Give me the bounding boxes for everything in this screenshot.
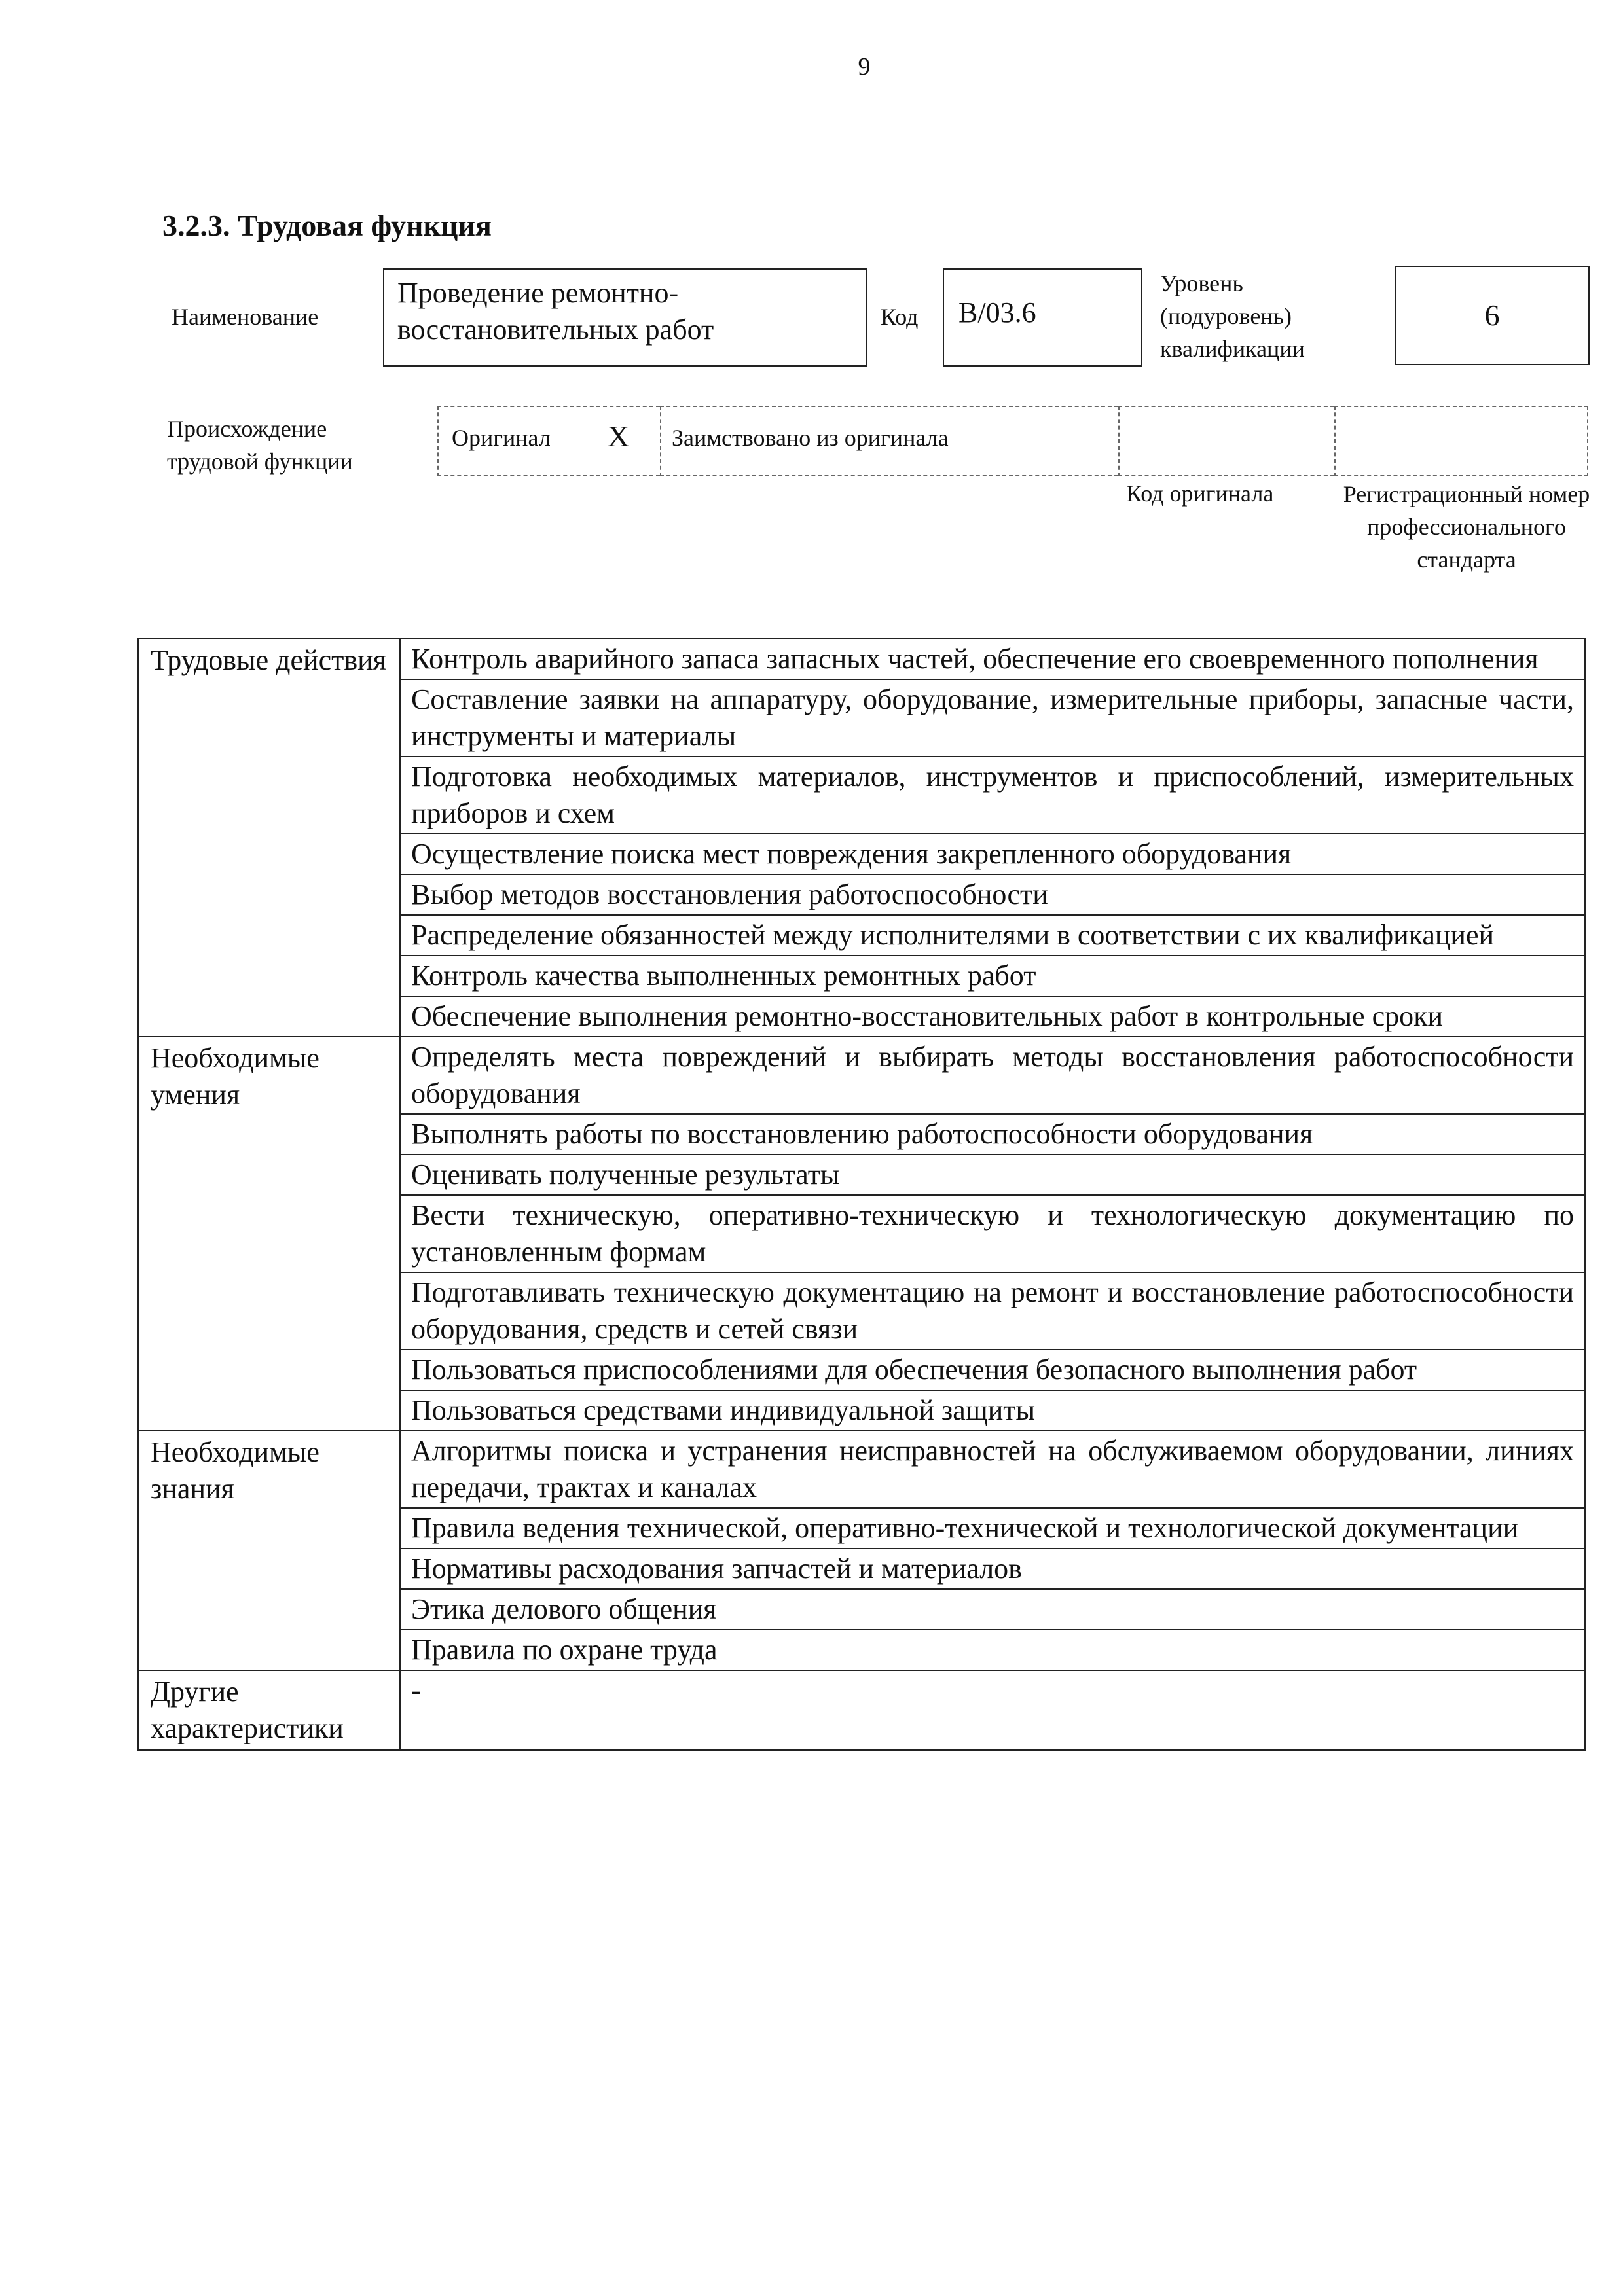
original-code-caption: Код оригинала bbox=[1126, 480, 1274, 507]
code-value: B/03.6 bbox=[943, 268, 1142, 367]
origin-borrowed-cell bbox=[660, 406, 1118, 476]
reg-number-caption: Регистрационный номер профессионального стандарта bbox=[1343, 481, 1590, 573]
table-cell: Подготавливать техническую документацию на ремонт и восстановление работоспособности оборудования, средств и сетей связи bbox=[400, 1272, 1585, 1350]
level-label-text: Уровень (подуровень) квалификации bbox=[1160, 270, 1305, 362]
table-cell: Контроль аварийного запаса запасных частей, обеспечение его своевременного пополнения bbox=[400, 639, 1585, 679]
table-cell: Нормативы расходования запчастей и материалов bbox=[400, 1549, 1585, 1589]
section-heading: Другие характеристики bbox=[138, 1670, 400, 1750]
origin-original-text: Оригинал bbox=[452, 425, 551, 451]
table-cell: Этика делового общения bbox=[400, 1589, 1585, 1630]
table-cell: Оценивать полученные результаты bbox=[400, 1155, 1585, 1195]
origin-label: Происхождение трудовой функции bbox=[167, 416, 353, 475]
original-code-cell bbox=[1118, 406, 1334, 476]
table-cell: Контроль качества выполненных ремонтных работ bbox=[400, 956, 1585, 996]
table-cell: Правила ведения технической, оперативно-технической и технологической документации bbox=[400, 1508, 1585, 1549]
reg-number-cell bbox=[1334, 406, 1588, 476]
table-cell: Правила по охране труда bbox=[400, 1630, 1585, 1670]
page-number: 9 bbox=[858, 53, 871, 81]
origin-borrowed-text: Заимствовано из оригинала bbox=[672, 425, 949, 451]
table-cell: Подготовка необходимых материалов, инструментов и приспособлений, измерительных приборов и схем bbox=[400, 757, 1585, 834]
table-cell: Алгоритмы поиска и устранения неисправностей на обслуживаемом оборудовании, линиях передачи, трактах и каналах bbox=[400, 1431, 1585, 1508]
level-label bbox=[1160, 267, 1376, 365]
function-table bbox=[137, 638, 1586, 1751]
origin-original-mark: X bbox=[608, 420, 630, 453]
table-row bbox=[138, 639, 1585, 679]
origin-original-cell bbox=[437, 406, 660, 476]
section-heading: Трудовые действия bbox=[138, 639, 400, 1037]
table-cell: Распределение обязанностей между исполнителями в соответствии с их квалификацией bbox=[400, 915, 1585, 956]
table-row bbox=[138, 1037, 1585, 1114]
origin-row bbox=[437, 406, 1588, 476]
table-row bbox=[138, 1670, 1585, 1750]
table-cell: Определять места повреждений и выбирать методы восстановления работоспособности оборудования bbox=[400, 1037, 1585, 1114]
code-label: Код bbox=[881, 304, 919, 330]
table-cell: Выполнять работы по восстановлению работоспособности оборудования bbox=[400, 1114, 1585, 1155]
section-title: 3.2.3. Трудовая функция bbox=[162, 209, 492, 242]
table-cell: Выбор методов восстановления работоспособности bbox=[400, 874, 1585, 915]
table-cell: Пользоваться средствами индивидуальной защиты bbox=[400, 1390, 1585, 1431]
table-cell: Осуществление поиска мест повреждения закрепленного оборудования bbox=[400, 834, 1585, 874]
name-value: Проведение ремонтно-восстановительных работ bbox=[383, 268, 867, 367]
table-row bbox=[138, 1431, 1585, 1508]
name-label: Наименование bbox=[172, 304, 319, 330]
table-cell: Пользоваться приспособлениями для обеспечения безопасного выполнения работ bbox=[400, 1350, 1585, 1390]
table-cell: Обеспечение выполнения ремонтно-восстановительных работ в контрольные сроки bbox=[400, 996, 1585, 1037]
table-cell: Вести техническую, оперативно-техническую и технологическую документацию по установленным формам bbox=[400, 1195, 1585, 1272]
table-cell: - bbox=[400, 1670, 1585, 1750]
section-heading: Необходимые умения bbox=[138, 1037, 400, 1431]
level-value: 6 bbox=[1395, 266, 1590, 365]
section-heading: Необходимые знания bbox=[138, 1431, 400, 1670]
table-cell: Составление заявки на аппаратуру, оборудование, измерительные приборы, запасные части, инструменты и материалы bbox=[400, 679, 1585, 757]
